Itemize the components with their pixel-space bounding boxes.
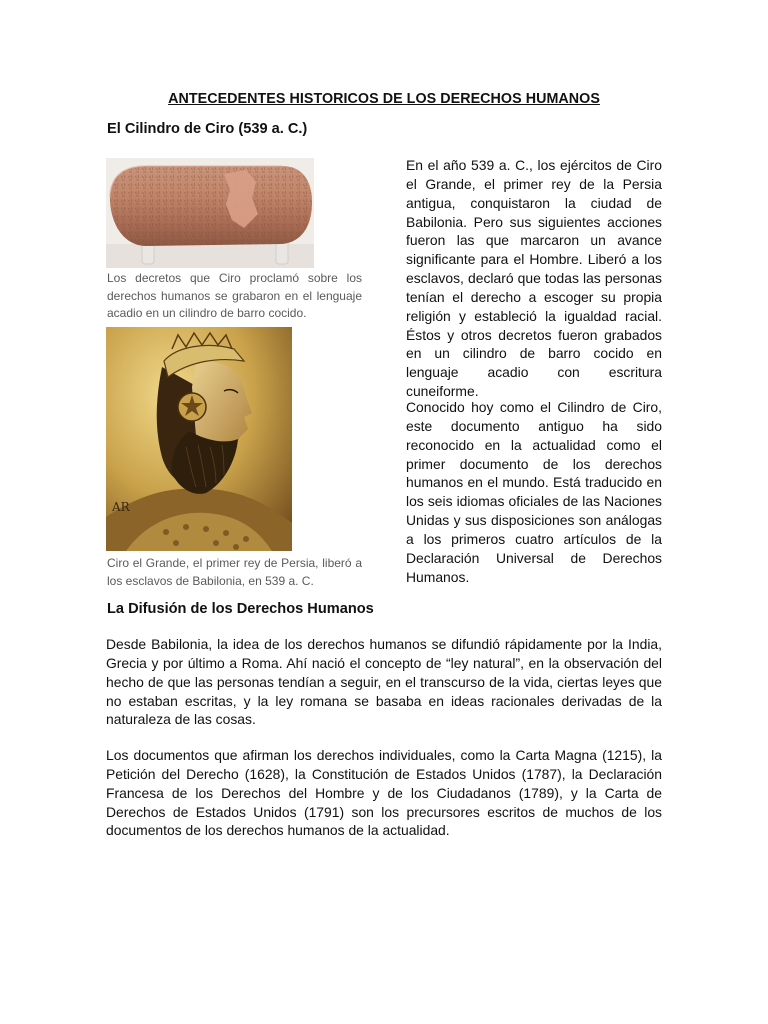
paragraph-cyrus-cylinder: Conocido hoy como el Cilindro de Ciro, este documento antiguo ha sido reconocido en la actualidad como el primer documento de los derechos humanos en el mundo. Está traducido en los seis idiomas oficiales de las Naciones Unidas y sus disposiciones son análogas a los primeros cuatro artículos de la Declaración Universal de Derechos Humanos. [406,399,662,585]
cylinder-caption: Los decretos que Ciro proclamó sobre los derechos humanos se grabaron en el lenguaje acadio en un cilindro de barro cocido. [107,271,362,321]
cyrus-caption: Ciro el Grande, el primer rey de Persia, liberó a los esclavos de Babilonia, en 539 a. C. [107,556,362,588]
paragraph-historic-documents: Los documentos que afirman los derechos individuales, como la Carta Magna (1215), la Petición del Derecho (1628), la Constitución de Estados Unidos (1787), la Declaración Francesa de los Derechos del Hombre y de los Ciudadanos (1789), y la Carta de Derechos de Estados Unidos (1791) son los precursores escritos de muchos de los documentos de los derechos humanos de la actualidad. [106,747,662,839]
cyrus-portrait-image [106,327,292,551]
section-heading-diffusion: La Difusión de los Derechos Humanos [107,601,374,617]
paragraph-natural-law: Desde Babilonia, la idea de los derechos humanos se difundió rápidamente por la India, Grecia y por último a Roma. Ahí nació el concepto de “ley natural”, en la observación del hecho de que las personas tendían a seguir, en el transcurso de la vida, ciertas leyes que no estaban escritas, y la ley romana se basaba en ideas racionales derivadas de la naturaleza de las cosas. [106,636,662,728]
document-title: ANTECEDENTES HISTORICOS DE LOS DERECHOS HUMANOS [168,91,600,107]
section-heading-cyrus-cylinder: El Cilindro de Ciro (539 a. C.) [107,121,308,137]
portrait-signature: AR [112,500,130,514]
paragraph-cyrus-conquest: En el año 539 a. C., los ejércitos de Ciro el Grande, el primer rey de la Persia antigua, conquistaron la ciudad de Babilonia. Pero sus siguientes acciones fueron las que marcaron un avance significante para el Hombre. Liberó a los esclavos, declaró que todas las personas tenían el derecho a escoger su propia religión y estableció la igualdad racial. Éstos y otros decretos fueron grabados en un cilindro de barro cocido en lenguaje acadio con escritura cuneiforme. [406,157,662,400]
cyrus-cylinder-image [106,158,314,268]
